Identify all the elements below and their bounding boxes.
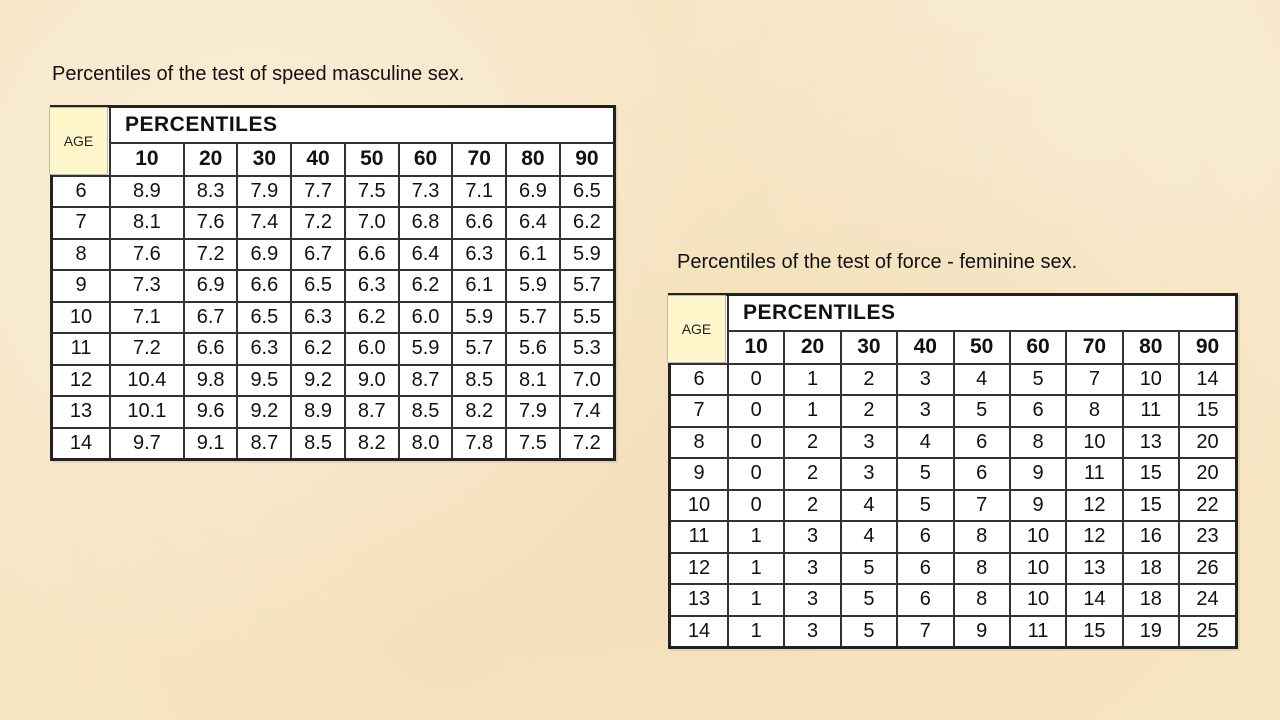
value-cell: 6.3 <box>345 270 399 302</box>
value-cell: 14 <box>1066 584 1122 616</box>
value-cell: 6.3 <box>237 333 291 365</box>
value-cell: 7.5 <box>506 428 560 460</box>
value-cell: 6.0 <box>399 302 453 334</box>
value-cell: 2 <box>784 490 840 522</box>
value-cell: 6.1 <box>506 239 560 271</box>
value-cell: 8 <box>1066 395 1122 427</box>
speed-table-caption: Percentiles of the test of speed masculine sex. <box>52 63 465 85</box>
age-cell: 6 <box>52 176 111 208</box>
value-cell: 3 <box>841 458 897 490</box>
value-cell: 5 <box>841 584 897 616</box>
value-cell: 6.9 <box>506 176 560 208</box>
value-cell: 9.2 <box>291 365 345 397</box>
percentile-column-header: 80 <box>1123 331 1179 364</box>
value-cell: 8.3 <box>184 176 238 208</box>
value-cell: 24 <box>1179 584 1237 616</box>
value-cell: 6.6 <box>452 207 506 239</box>
value-cell: 6 <box>897 584 953 616</box>
table-row <box>670 490 1237 522</box>
value-cell: 6.0 <box>345 333 399 365</box>
percentiles-heading: PERCENTILES <box>728 295 1237 331</box>
value-cell: 15 <box>1179 395 1237 427</box>
value-cell: 1 <box>728 584 784 616</box>
force-table-caption: Percentiles of the test of force - feminine sex. <box>677 251 1078 273</box>
value-cell: 6 <box>954 427 1010 459</box>
value-cell: 10.1 <box>110 396 184 428</box>
value-cell: 8 <box>954 584 1010 616</box>
value-cell: 7.3 <box>110 270 184 302</box>
table-row <box>670 553 1237 585</box>
value-cell: 7.9 <box>237 176 291 208</box>
age-cell: 12 <box>52 365 111 397</box>
value-cell: 8 <box>1010 427 1066 459</box>
percentile-column-header: 30 <box>237 143 291 176</box>
value-cell: 9.5 <box>237 365 291 397</box>
percentile-header-row <box>52 143 615 176</box>
value-cell: 5.9 <box>452 302 506 334</box>
value-cell: 11 <box>1066 458 1122 490</box>
value-cell: 7.2 <box>110 333 184 365</box>
value-cell: 26 <box>1179 553 1237 585</box>
age-cell: 13 <box>52 396 111 428</box>
value-cell: 1 <box>728 521 784 553</box>
value-cell: 5 <box>954 395 1010 427</box>
value-cell: 10 <box>1066 427 1122 459</box>
value-cell: 3 <box>784 584 840 616</box>
value-cell: 5.9 <box>399 333 453 365</box>
age-cell: 9 <box>52 270 111 302</box>
percentile-column-header: 20 <box>784 331 840 364</box>
value-cell: 3 <box>784 553 840 585</box>
value-cell: 15 <box>1066 616 1122 648</box>
value-cell: 22 <box>1179 490 1237 522</box>
value-cell: 4 <box>954 364 1010 396</box>
value-cell: 7.4 <box>237 207 291 239</box>
value-cell: 6.7 <box>184 302 238 334</box>
value-cell: 8.1 <box>110 207 184 239</box>
value-cell: 20 <box>1179 458 1237 490</box>
value-cell: 10 <box>1123 364 1179 396</box>
value-cell: 0 <box>728 427 784 459</box>
value-cell: 9.7 <box>110 428 184 460</box>
value-cell: 14 <box>1179 364 1237 396</box>
value-cell: 10 <box>1010 553 1066 585</box>
table-row <box>52 207 615 239</box>
value-cell: 0 <box>728 490 784 522</box>
value-cell: 13 <box>1123 427 1179 459</box>
value-cell: 5 <box>897 458 953 490</box>
value-cell: 7.9 <box>506 396 560 428</box>
percentile-column-header: 80 <box>506 143 560 176</box>
value-cell: 6.9 <box>184 270 238 302</box>
value-cell: 6.6 <box>237 270 291 302</box>
value-cell: 2 <box>841 364 897 396</box>
table-row <box>52 396 615 428</box>
age-cell: 13 <box>670 584 729 616</box>
percentile-column-header: 10 <box>728 331 784 364</box>
value-cell: 5.9 <box>560 239 615 271</box>
value-cell: 5 <box>897 490 953 522</box>
value-cell: 10 <box>1010 521 1066 553</box>
value-cell: 5.6 <box>506 333 560 365</box>
percentile-column-header: 60 <box>399 143 453 176</box>
value-cell: 13 <box>1066 553 1122 585</box>
value-cell: 6.3 <box>452 239 506 271</box>
value-cell: 15 <box>1123 490 1179 522</box>
value-cell: 8.5 <box>399 396 453 428</box>
value-cell: 0 <box>728 364 784 396</box>
value-cell: 8.2 <box>345 428 399 460</box>
percentile-column-header: 90 <box>560 143 615 176</box>
percentile-column-header: 60 <box>1010 331 1066 364</box>
value-cell: 6.8 <box>399 207 453 239</box>
value-cell: 6.2 <box>399 270 453 302</box>
value-cell: 11 <box>1123 395 1179 427</box>
value-cell: 8 <box>954 521 1010 553</box>
percentile-column-header: 50 <box>345 143 399 176</box>
percentile-column-header: 20 <box>184 143 238 176</box>
value-cell: 9.8 <box>184 365 238 397</box>
value-cell: 5 <box>1010 364 1066 396</box>
percentile-column-header: 90 <box>1179 331 1237 364</box>
value-cell: 8.5 <box>291 428 345 460</box>
value-cell: 8.7 <box>345 396 399 428</box>
value-cell: 7.1 <box>110 302 184 334</box>
percentiles-heading: PERCENTILES <box>110 107 615 143</box>
percentile-column-header: 30 <box>841 331 897 364</box>
value-cell: 5.7 <box>560 270 615 302</box>
value-cell: 4 <box>897 427 953 459</box>
value-cell: 9.6 <box>184 396 238 428</box>
table-row <box>670 584 1237 616</box>
age-cell: 10 <box>670 490 729 522</box>
value-cell: 9.0 <box>345 365 399 397</box>
value-cell: 8 <box>954 553 1010 585</box>
value-cell: 6.5 <box>560 176 615 208</box>
value-cell: 5.7 <box>506 302 560 334</box>
value-cell: 6 <box>897 553 953 585</box>
percentile-column-header: 10 <box>110 143 184 176</box>
value-cell: 16 <box>1123 521 1179 553</box>
value-cell: 0 <box>728 458 784 490</box>
age-label-box: AGE <box>49 107 108 175</box>
value-cell: 20 <box>1179 427 1237 459</box>
age-cell: 7 <box>670 395 729 427</box>
value-cell: 7.2 <box>560 428 615 460</box>
value-cell: 3 <box>897 364 953 396</box>
value-cell: 6.9 <box>237 239 291 271</box>
value-cell: 6 <box>897 521 953 553</box>
value-cell: 3 <box>784 616 840 648</box>
table-row <box>52 270 615 302</box>
value-cell: 8.5 <box>452 365 506 397</box>
value-cell: 10 <box>1010 584 1066 616</box>
value-cell: 6.3 <box>291 302 345 334</box>
age-cell: 8 <box>52 239 111 271</box>
value-cell: 9.2 <box>237 396 291 428</box>
value-cell: 9.1 <box>184 428 238 460</box>
table-title-row <box>52 107 615 143</box>
age-cell: 8 <box>670 427 729 459</box>
value-cell: 5.5 <box>560 302 615 334</box>
value-cell: 3 <box>784 521 840 553</box>
value-cell: 18 <box>1123 584 1179 616</box>
value-cell: 8.7 <box>399 365 453 397</box>
value-cell: 0 <box>728 395 784 427</box>
value-cell: 6.7 <box>291 239 345 271</box>
value-cell: 7.8 <box>452 428 506 460</box>
force-table-body <box>670 295 1237 648</box>
table-row <box>52 365 615 397</box>
value-cell: 8.2 <box>452 396 506 428</box>
table-row <box>52 239 615 271</box>
age-cell: 14 <box>52 428 111 460</box>
age-cell: 11 <box>52 333 111 365</box>
value-cell: 18 <box>1123 553 1179 585</box>
value-cell: 8.9 <box>291 396 345 428</box>
table-row <box>52 333 615 365</box>
value-cell: 7.0 <box>560 365 615 397</box>
value-cell: 8.9 <box>110 176 184 208</box>
value-cell: 7.4 <box>560 396 615 428</box>
value-cell: 5 <box>841 553 897 585</box>
age-cell: 9 <box>670 458 729 490</box>
value-cell: 1 <box>784 395 840 427</box>
value-cell: 6 <box>954 458 1010 490</box>
table-row <box>670 427 1237 459</box>
value-cell: 6.4 <box>506 207 560 239</box>
value-cell: 5 <box>841 616 897 648</box>
value-cell: 2 <box>784 458 840 490</box>
value-cell: 7 <box>897 616 953 648</box>
value-cell: 5.3 <box>560 333 615 365</box>
table-row <box>52 428 615 460</box>
value-cell: 23 <box>1179 521 1237 553</box>
percentile-column-header: 40 <box>291 143 345 176</box>
table-row <box>670 364 1237 396</box>
value-cell: 9 <box>1010 490 1066 522</box>
age-cell: 10 <box>52 302 111 334</box>
value-cell: 2 <box>784 427 840 459</box>
value-cell: 8.1 <box>506 365 560 397</box>
value-cell: 6.1 <box>452 270 506 302</box>
table-row <box>670 521 1237 553</box>
value-cell: 6.2 <box>345 302 399 334</box>
value-cell: 10.4 <box>110 365 184 397</box>
value-cell: 6 <box>1010 395 1066 427</box>
value-cell: 9 <box>1010 458 1066 490</box>
value-cell: 3 <box>841 427 897 459</box>
table-row <box>52 302 615 334</box>
value-cell: 1 <box>728 553 784 585</box>
age-cell: 11 <box>670 521 729 553</box>
value-cell: 4 <box>841 490 897 522</box>
percentile-column-header: 40 <box>897 331 953 364</box>
value-cell: 1 <box>728 616 784 648</box>
value-cell: 7.2 <box>184 239 238 271</box>
value-cell: 12 <box>1066 521 1122 553</box>
percentile-header-row <box>670 331 1237 364</box>
value-cell: 6.6 <box>184 333 238 365</box>
value-cell: 7.0 <box>345 207 399 239</box>
age-cell: 12 <box>670 553 729 585</box>
speed-table-body <box>52 107 615 460</box>
speed-percentile-table <box>50 105 616 461</box>
value-cell: 7.3 <box>399 176 453 208</box>
age-cell: 7 <box>52 207 111 239</box>
percentile-column-header: 70 <box>1066 331 1122 364</box>
value-cell: 5.9 <box>506 270 560 302</box>
value-cell: 7.5 <box>345 176 399 208</box>
value-cell: 7 <box>1066 364 1122 396</box>
age-cell: 6 <box>670 364 729 396</box>
value-cell: 5.7 <box>452 333 506 365</box>
table-row <box>670 616 1237 648</box>
value-cell: 15 <box>1123 458 1179 490</box>
value-cell: 11 <box>1010 616 1066 648</box>
force-percentile-table <box>668 293 1238 649</box>
value-cell: 6.4 <box>399 239 453 271</box>
value-cell: 6.6 <box>345 239 399 271</box>
value-cell: 7.6 <box>184 207 238 239</box>
value-cell: 9 <box>954 616 1010 648</box>
value-cell: 6.2 <box>560 207 615 239</box>
value-cell: 12 <box>1066 490 1122 522</box>
age-cell: 14 <box>670 616 729 648</box>
value-cell: 7 <box>954 490 1010 522</box>
value-cell: 7.2 <box>291 207 345 239</box>
age-label-box: AGE <box>667 295 726 363</box>
value-cell: 6.5 <box>237 302 291 334</box>
table-title-row <box>670 295 1237 331</box>
table-row <box>670 458 1237 490</box>
value-cell: 6.5 <box>291 270 345 302</box>
value-cell: 6.2 <box>291 333 345 365</box>
value-cell: 7.7 <box>291 176 345 208</box>
percentile-column-header: 50 <box>954 331 1010 364</box>
value-cell: 1 <box>784 364 840 396</box>
value-cell: 7.1 <box>452 176 506 208</box>
percentile-column-header: 70 <box>452 143 506 176</box>
value-cell: 8.0 <box>399 428 453 460</box>
value-cell: 25 <box>1179 616 1237 648</box>
table-row <box>52 176 615 208</box>
value-cell: 8.7 <box>237 428 291 460</box>
table-row <box>670 395 1237 427</box>
value-cell: 4 <box>841 521 897 553</box>
value-cell: 2 <box>841 395 897 427</box>
value-cell: 3 <box>897 395 953 427</box>
value-cell: 19 <box>1123 616 1179 648</box>
value-cell: 7.6 <box>110 239 184 271</box>
